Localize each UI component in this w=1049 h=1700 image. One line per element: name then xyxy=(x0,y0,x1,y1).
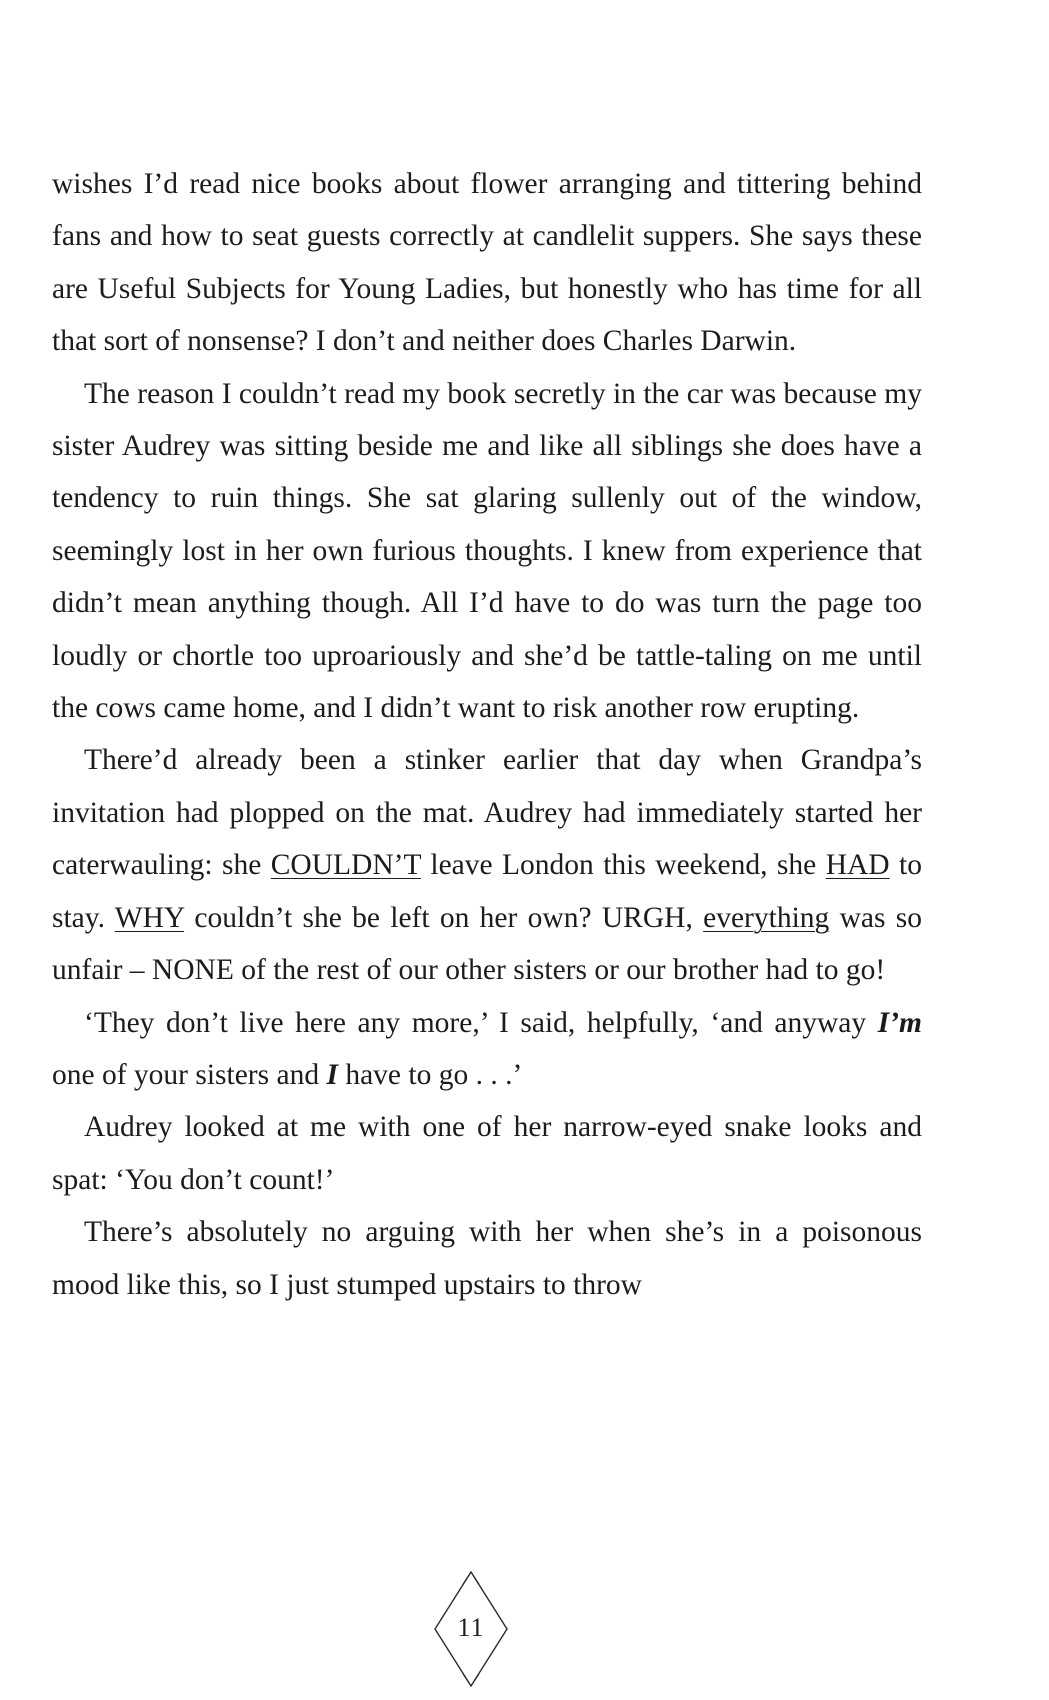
text-run: was so unfair – NONE of the rest of our other sisters or our brother had to go! xyxy=(52,901,922,987)
emphasis-underline: WHY xyxy=(114,901,185,934)
emphasis-bold-italic: I xyxy=(326,1058,338,1091)
text-run: There’d already been a stinker earlier that day when Grandpa’s invitation had plopped on the mat. Audrey had immediately started her caterwauling: she xyxy=(52,744,922,882)
paragraph xyxy=(52,1101,922,1206)
paragraph xyxy=(52,997,922,1102)
emphasis-underline: HAD xyxy=(825,849,890,882)
text-run: The reason I couldn’t read my book secretly in the car was because my sister Audrey was sitting beside me and like all siblings she does have a tendency to ruin things. She sat glaring sullenly out of the window, seemingly lost in her own furious thoughts. I knew from experience that didn’t mean anything though. All I’d have to do was turn the page too loudly or chortle too uproariously and she’d be tattle-taling on me until the cows came home, and I didn’t want to risk another row erupting. xyxy=(52,377,922,725)
text-run: There’s absolutely no arguing with her when she’s in a poisonous mood like this, so I just stumped upstairs to throw xyxy=(52,1216,922,1301)
text-run: one of your sisters and xyxy=(52,1058,327,1091)
page-number: 11 xyxy=(457,1613,485,1642)
paragraph xyxy=(52,158,922,368)
emphasis-underline: everything xyxy=(703,901,830,934)
text-run: to stay. xyxy=(52,849,922,934)
paragraph xyxy=(52,1206,922,1311)
page-number-ornament xyxy=(433,1570,509,1688)
text-run: have to go . . .’ xyxy=(337,1058,523,1091)
text-run: Audrey looked at me with one of her narrow-eyed snake looks and spat: ‘You don’t count!’ xyxy=(52,1111,922,1196)
text-run: leave London this weekend, she xyxy=(420,849,826,882)
text-run: couldn’t she be left on her own? URGH, xyxy=(184,901,704,934)
text-run: ‘They don’t live here any more,’ I said, helpfully, ‘and anyway xyxy=(84,1006,878,1039)
paragraph xyxy=(52,734,922,996)
text-run: wishes I’d read nice books about flower arranging and tittering behind fans and how to seat guests correctly at candlelit suppers. She says these are Useful Subjects for Young Ladies, but honestly who has time for all that sort of nonsense? I don’t and neither does Charles Darwin. xyxy=(52,168,922,358)
emphasis-underline: COULDN’T xyxy=(270,849,421,882)
page-body-text xyxy=(52,158,922,1311)
emphasis-bold-italic: I’m xyxy=(877,1006,922,1039)
paragraph xyxy=(52,368,922,735)
